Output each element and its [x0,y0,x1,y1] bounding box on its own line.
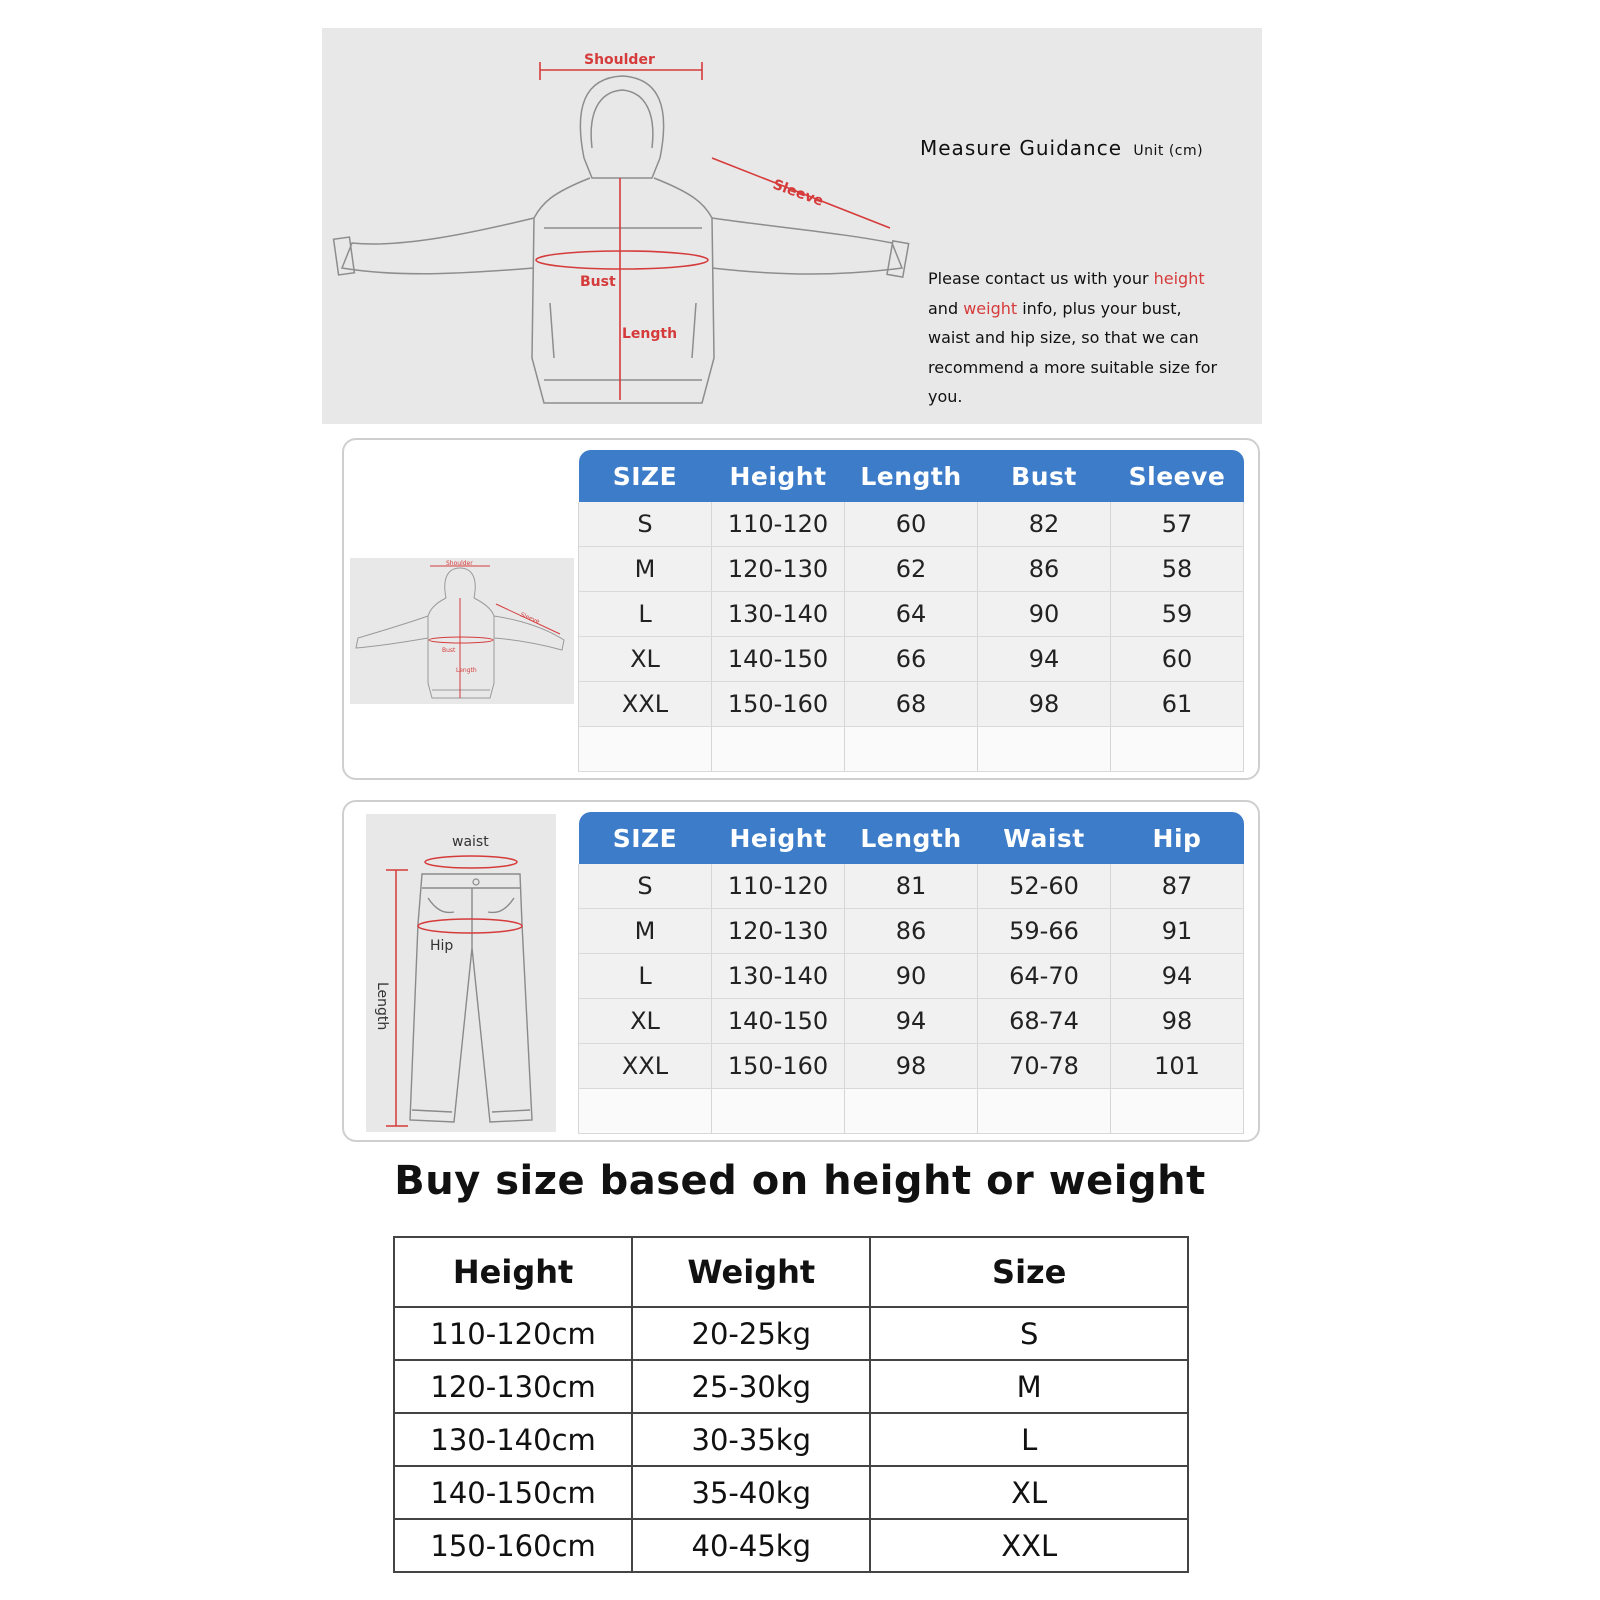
table-header-row [579,812,1244,864]
table-row [579,502,1244,547]
header-cell: SIZE [579,450,712,502]
table-cell: 68-74 [978,999,1111,1044]
table-cell [1111,1089,1244,1134]
table-row [579,999,1244,1044]
table-cell: 150-160 [712,1044,845,1089]
header-cell: Sleeve [1111,450,1244,502]
table-cell: 66 [845,637,978,682]
table-row [394,1466,1188,1519]
table-cell: 61 [1111,682,1244,727]
table-cell: 81 [845,864,978,909]
table-cell: 90 [978,592,1111,637]
table-cell: 20-25kg [632,1307,870,1360]
table-cell [845,1089,978,1134]
table-row-empty [579,1089,1244,1134]
table-cell: 140-150 [712,999,845,1044]
header-cell: Bust [978,450,1111,502]
length-label: Length [622,326,678,342]
table-cell: 110-120cm [394,1307,632,1360]
table-row-empty [579,727,1244,772]
table-cell: L [579,592,712,637]
table-cell: 120-130 [712,909,845,954]
table-cell: 86 [845,909,978,954]
jacket-thumbnail-diagram [350,558,574,704]
note-text-2: and [928,298,964,318]
table-cell: 64 [845,592,978,637]
table-row [579,954,1244,999]
table-cell: 98 [978,682,1111,727]
table-cell: 140-150 [712,637,845,682]
pants-diagram [366,814,556,1132]
jacket-size-card [342,438,1260,780]
table-cell: S [579,502,712,547]
table-cell: S [870,1307,1188,1360]
thumb-length-label: Length [456,667,477,674]
guidance-unit: Unit (cm) [1133,143,1204,159]
table-header-row [394,1237,1188,1307]
header-cell: Length [845,812,978,864]
table-header-row [579,450,1244,502]
table-row [579,547,1244,592]
table-cell: S [579,864,712,909]
pants-thumbnail [366,814,556,1132]
table-cell: 94 [978,637,1111,682]
note-weight-highlight: weight [963,298,1018,318]
table-cell: XXL [870,1519,1188,1572]
shoulder-label: Shoulder [584,52,655,68]
header-cell: Length [845,450,978,502]
table-row [579,637,1244,682]
table-row [579,1044,1244,1089]
table-row [394,1307,1188,1360]
table-cell: 120-130cm [394,1360,632,1413]
header-cell: SIZE [579,812,712,864]
table-cell [712,727,845,772]
note-text-1: Please contact us with your [928,269,1154,288]
table-cell: 150-160cm [394,1519,632,1572]
table-cell: 110-120 [712,864,845,909]
pants-size-table [578,812,1244,1134]
thumb-sleeve-label: Sleeve [519,611,541,626]
table-cell: XXL [579,682,712,727]
note-height-highlight: height [1153,269,1205,288]
note-text-3: info, plus your bust, waist and hip size, so that we can recommend a more suitable size for you. [928,298,1218,406]
table-cell: L [870,1413,1188,1466]
table-cell [1111,727,1244,772]
table-row [579,682,1244,727]
table-row [394,1413,1188,1466]
table-cell: 87 [1111,864,1244,909]
table-cell [579,727,712,772]
table-cell: 62 [845,547,978,592]
table-cell: 98 [845,1044,978,1089]
table-cell: 40-45kg [632,1519,870,1572]
table-cell: 110-120 [712,502,845,547]
table-cell: XL [870,1466,1188,1519]
guidance-note [928,264,1218,412]
table-cell: XL [579,637,712,682]
header-cell: Height [712,450,845,502]
bust-label: Bust [580,274,616,290]
header-cell: Waist [978,812,1111,864]
table-cell [978,1089,1111,1134]
table-row [394,1360,1188,1413]
table-cell: L [579,954,712,999]
waist-label: waist [452,834,489,850]
table-cell: 130-140 [712,592,845,637]
table-cell: 35-40kg [632,1466,870,1519]
table-row [579,592,1244,637]
table-cell: XXL [579,1044,712,1089]
measure-guidance-title [920,136,1203,160]
table-cell: 30-35kg [632,1413,870,1466]
table-cell: 64-70 [978,954,1111,999]
table-cell: 91 [1111,909,1244,954]
jacket-size-table [578,450,1244,772]
height-weight-table [393,1236,1189,1573]
header-cell: Weight [632,1237,870,1307]
table-cell: XL [579,999,712,1044]
table-cell: 120-130 [712,547,845,592]
table-cell: 130-140cm [394,1413,632,1466]
hip-label: Hip [430,938,454,954]
table-cell: 52-60 [978,864,1111,909]
jacket-thumbnail [350,558,574,704]
table-cell [845,727,978,772]
table-row [579,864,1244,909]
table-cell: 70-78 [978,1044,1111,1089]
buy-guide-title: Buy size based on height or weight [394,1158,1206,1204]
table-cell: M [579,909,712,954]
table-cell [978,727,1111,772]
table-cell: 82 [978,502,1111,547]
table-cell: 58 [1111,547,1244,592]
table-cell [579,1089,712,1134]
header-cell: Size [870,1237,1188,1307]
table-cell: 94 [1111,954,1244,999]
table-cell: 25-30kg [632,1360,870,1413]
table-row [579,909,1244,954]
table-cell: 57 [1111,502,1244,547]
table-row [394,1519,1188,1572]
table-cell: M [579,547,712,592]
header-cell: Height [712,812,845,864]
table-cell: 59 [1111,592,1244,637]
table-cell: 98 [1111,999,1244,1044]
table-cell: M [870,1360,1188,1413]
table-cell: 150-160 [712,682,845,727]
header-cell: Hip [1111,812,1244,864]
table-cell: 60 [845,502,978,547]
table-cell: 59-66 [978,909,1111,954]
measure-guidance-panel [322,28,1262,424]
pants-size-card [342,800,1260,1142]
table-cell: 90 [845,954,978,999]
guidance-heading: Measure Guidance [920,136,1123,160]
sleeve-label: Sleeve [770,176,826,210]
table-cell [712,1089,845,1134]
table-cell: 94 [845,999,978,1044]
table-cell: 86 [978,547,1111,592]
table-cell: 140-150cm [394,1466,632,1519]
pants-length-label: Length [374,982,390,1031]
thumb-shoulder-label: Shoulder [446,560,473,567]
thumb-bust-label: Bust [442,647,456,654]
header-cell: Height [394,1237,632,1307]
table-cell: 101 [1111,1044,1244,1089]
table-cell: 130-140 [712,954,845,999]
table-cell: 68 [845,682,978,727]
table-cell: 60 [1111,637,1244,682]
